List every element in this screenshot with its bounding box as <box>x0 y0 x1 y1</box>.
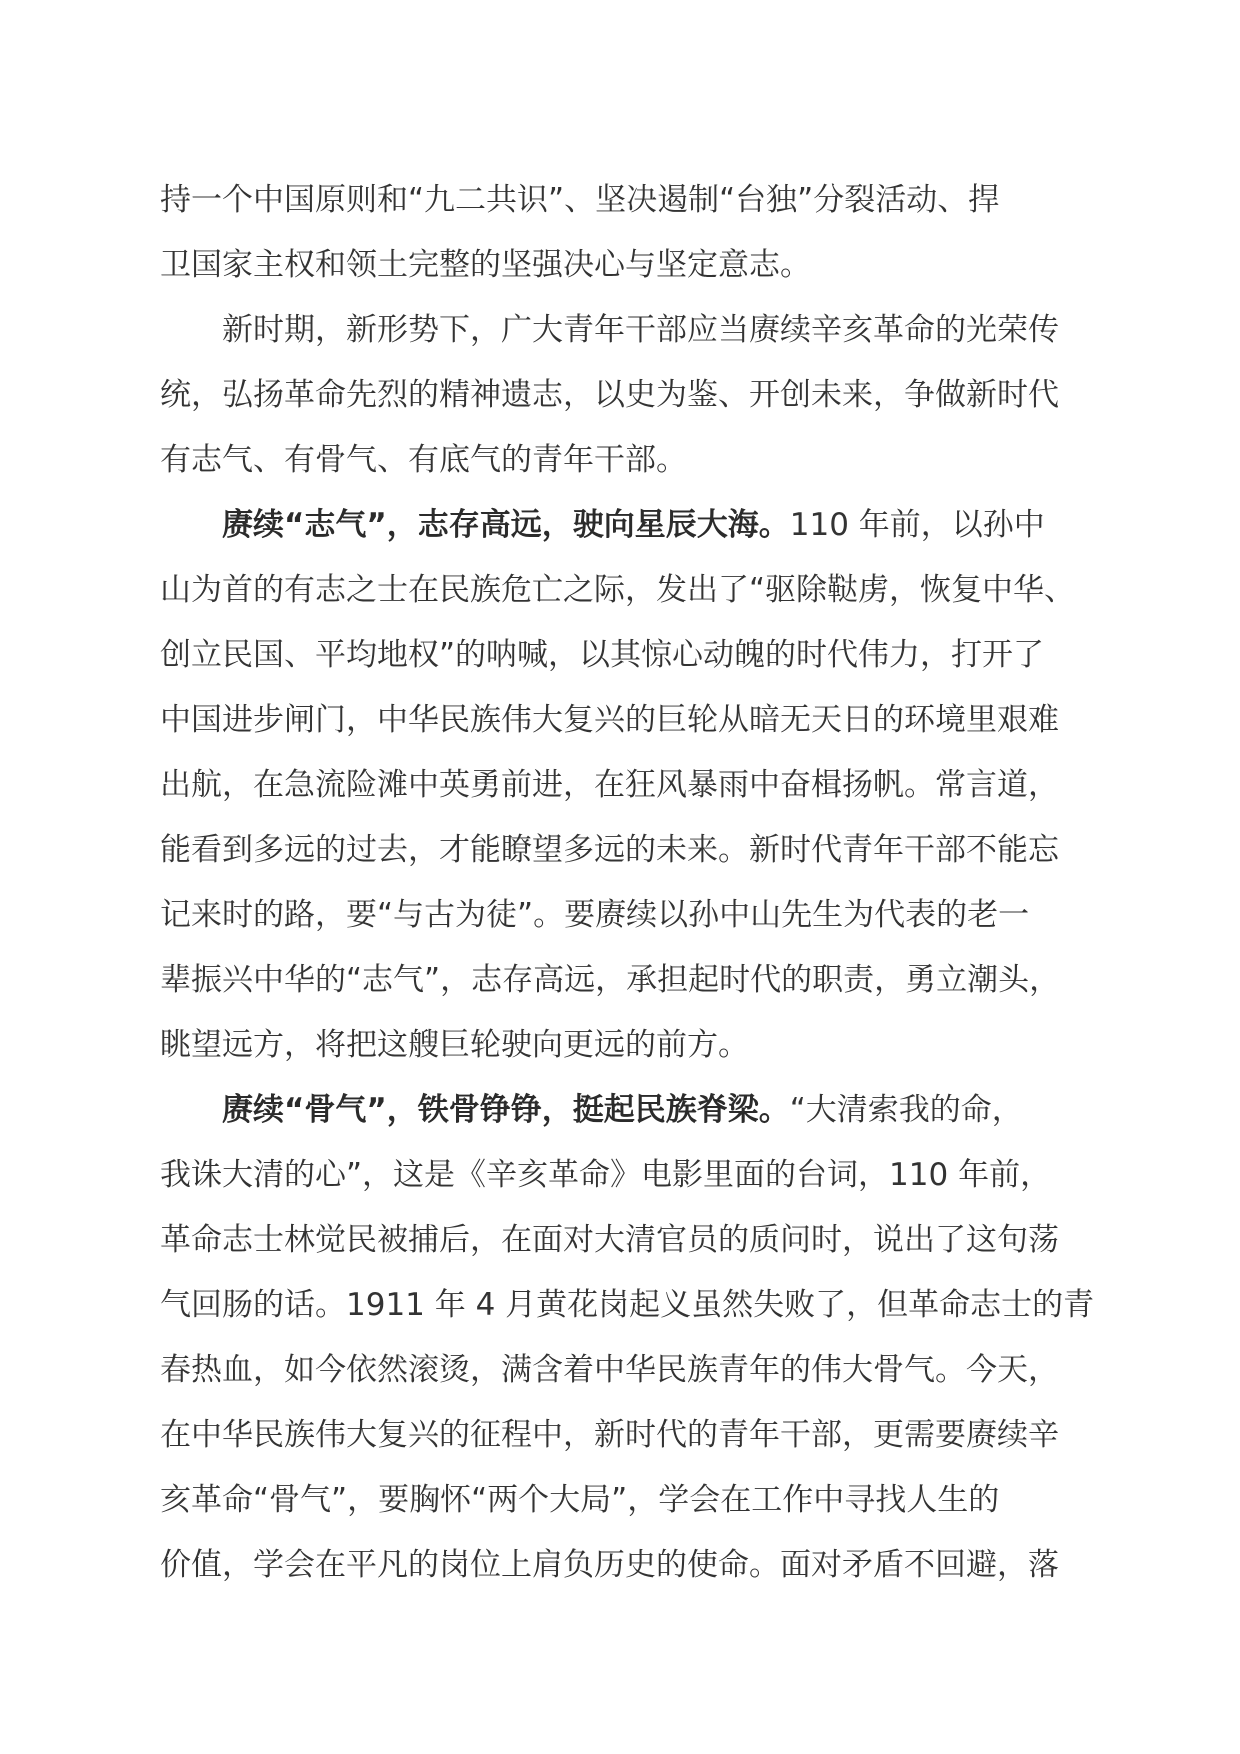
text-line: 统，弘扬革命先烈的精神遗志，以史为鉴、开创未来，争做新时代 <box>160 377 1059 413</box>
section-heading-zhiqi: 赓续“志气”，志存高远，驶向星辰大海。 <box>222 507 790 543</box>
text-line: 辈振兴中华的“志气”，志存高远，承担起时代的职责，勇立潮头， <box>160 962 1061 998</box>
paragraph-start-line <box>160 493 1090 558</box>
paragraph-start-line: 新时期，新形势下，广大青年干部应当赓续辛亥革命的光荣传 <box>222 312 1059 348</box>
text-line: 记来时的路，要“与古为徒”。要赓续以孙中山先生为代表的老一 <box>160 897 1030 933</box>
text-line: 创立民国、平均地权”的呐喊，以其惊心动魄的时代伟力，打开了 <box>160 637 1045 673</box>
text-line: 中国进步闸门，中华民族伟大复兴的巨轮从暗无天日的环境里艰难 <box>160 702 1059 738</box>
text-line: 能看到多远的过去，才能瞭望多远的未来。新时代青年干部不能忘 <box>160 832 1059 868</box>
document-body <box>160 168 1095 1598</box>
text-line: 眺望远方，将把这艘巨轮驶向更远的前方。 <box>160 1027 749 1063</box>
section-heading-guqi: 赓续“骨气”，铁骨铮铮，挺起民族脊梁。 <box>222 1092 790 1128</box>
text-line: 春热血，如今依然滚烫，满含着中华民族青年的伟大骨气。今天， <box>160 1352 1059 1388</box>
text-line: 山为首的有志之士在民族危亡之际，发出了“驱除鞑虏，恢复中华、 <box>160 572 1076 608</box>
text-line: 我诛大清的心”，这是《辛亥革命》电影里面的台词，110 年前， <box>160 1157 1052 1193</box>
text-line: 出航，在急流险滩中英勇前进，在狂风暴雨中奋楫扬帆。常言道， <box>160 767 1059 803</box>
text-run: 110 年前，以孙中 <box>789 507 1045 543</box>
text-line: 革命志士林觉民被捕后，在面对大清官员的质问时，说出了这句荡 <box>160 1222 1059 1258</box>
text-line: 气回肠的话。1911 年 4 月黄花岗起义虽然失败了，但革命志士的青 <box>160 1287 1095 1323</box>
paragraph-start-line <box>160 1078 1090 1143</box>
text-line: 持一个中国原则和“九二共识”、坚决遏制“台独”分裂活动、捍 <box>160 182 1000 218</box>
text-run: “大清索我的命， <box>789 1092 1023 1128</box>
text-line: 有志气、有骨气、有底气的青年干部。 <box>160 442 687 478</box>
text-line: 卫国家主权和领土完整的坚强决心与坚定意志。 <box>160 247 811 283</box>
text-line: 在中华民族伟大复兴的征程中，新时代的青年干部，更需要赓续辛 <box>160 1417 1059 1453</box>
text-line: 亥革命“骨气”，要胸怀“两个大局”，学会在工作中寻找人生的 <box>160 1482 1000 1518</box>
text-line: 价值，学会在平凡的岗位上肩负历史的使命。面对矛盾不回避，落 <box>160 1547 1059 1583</box>
